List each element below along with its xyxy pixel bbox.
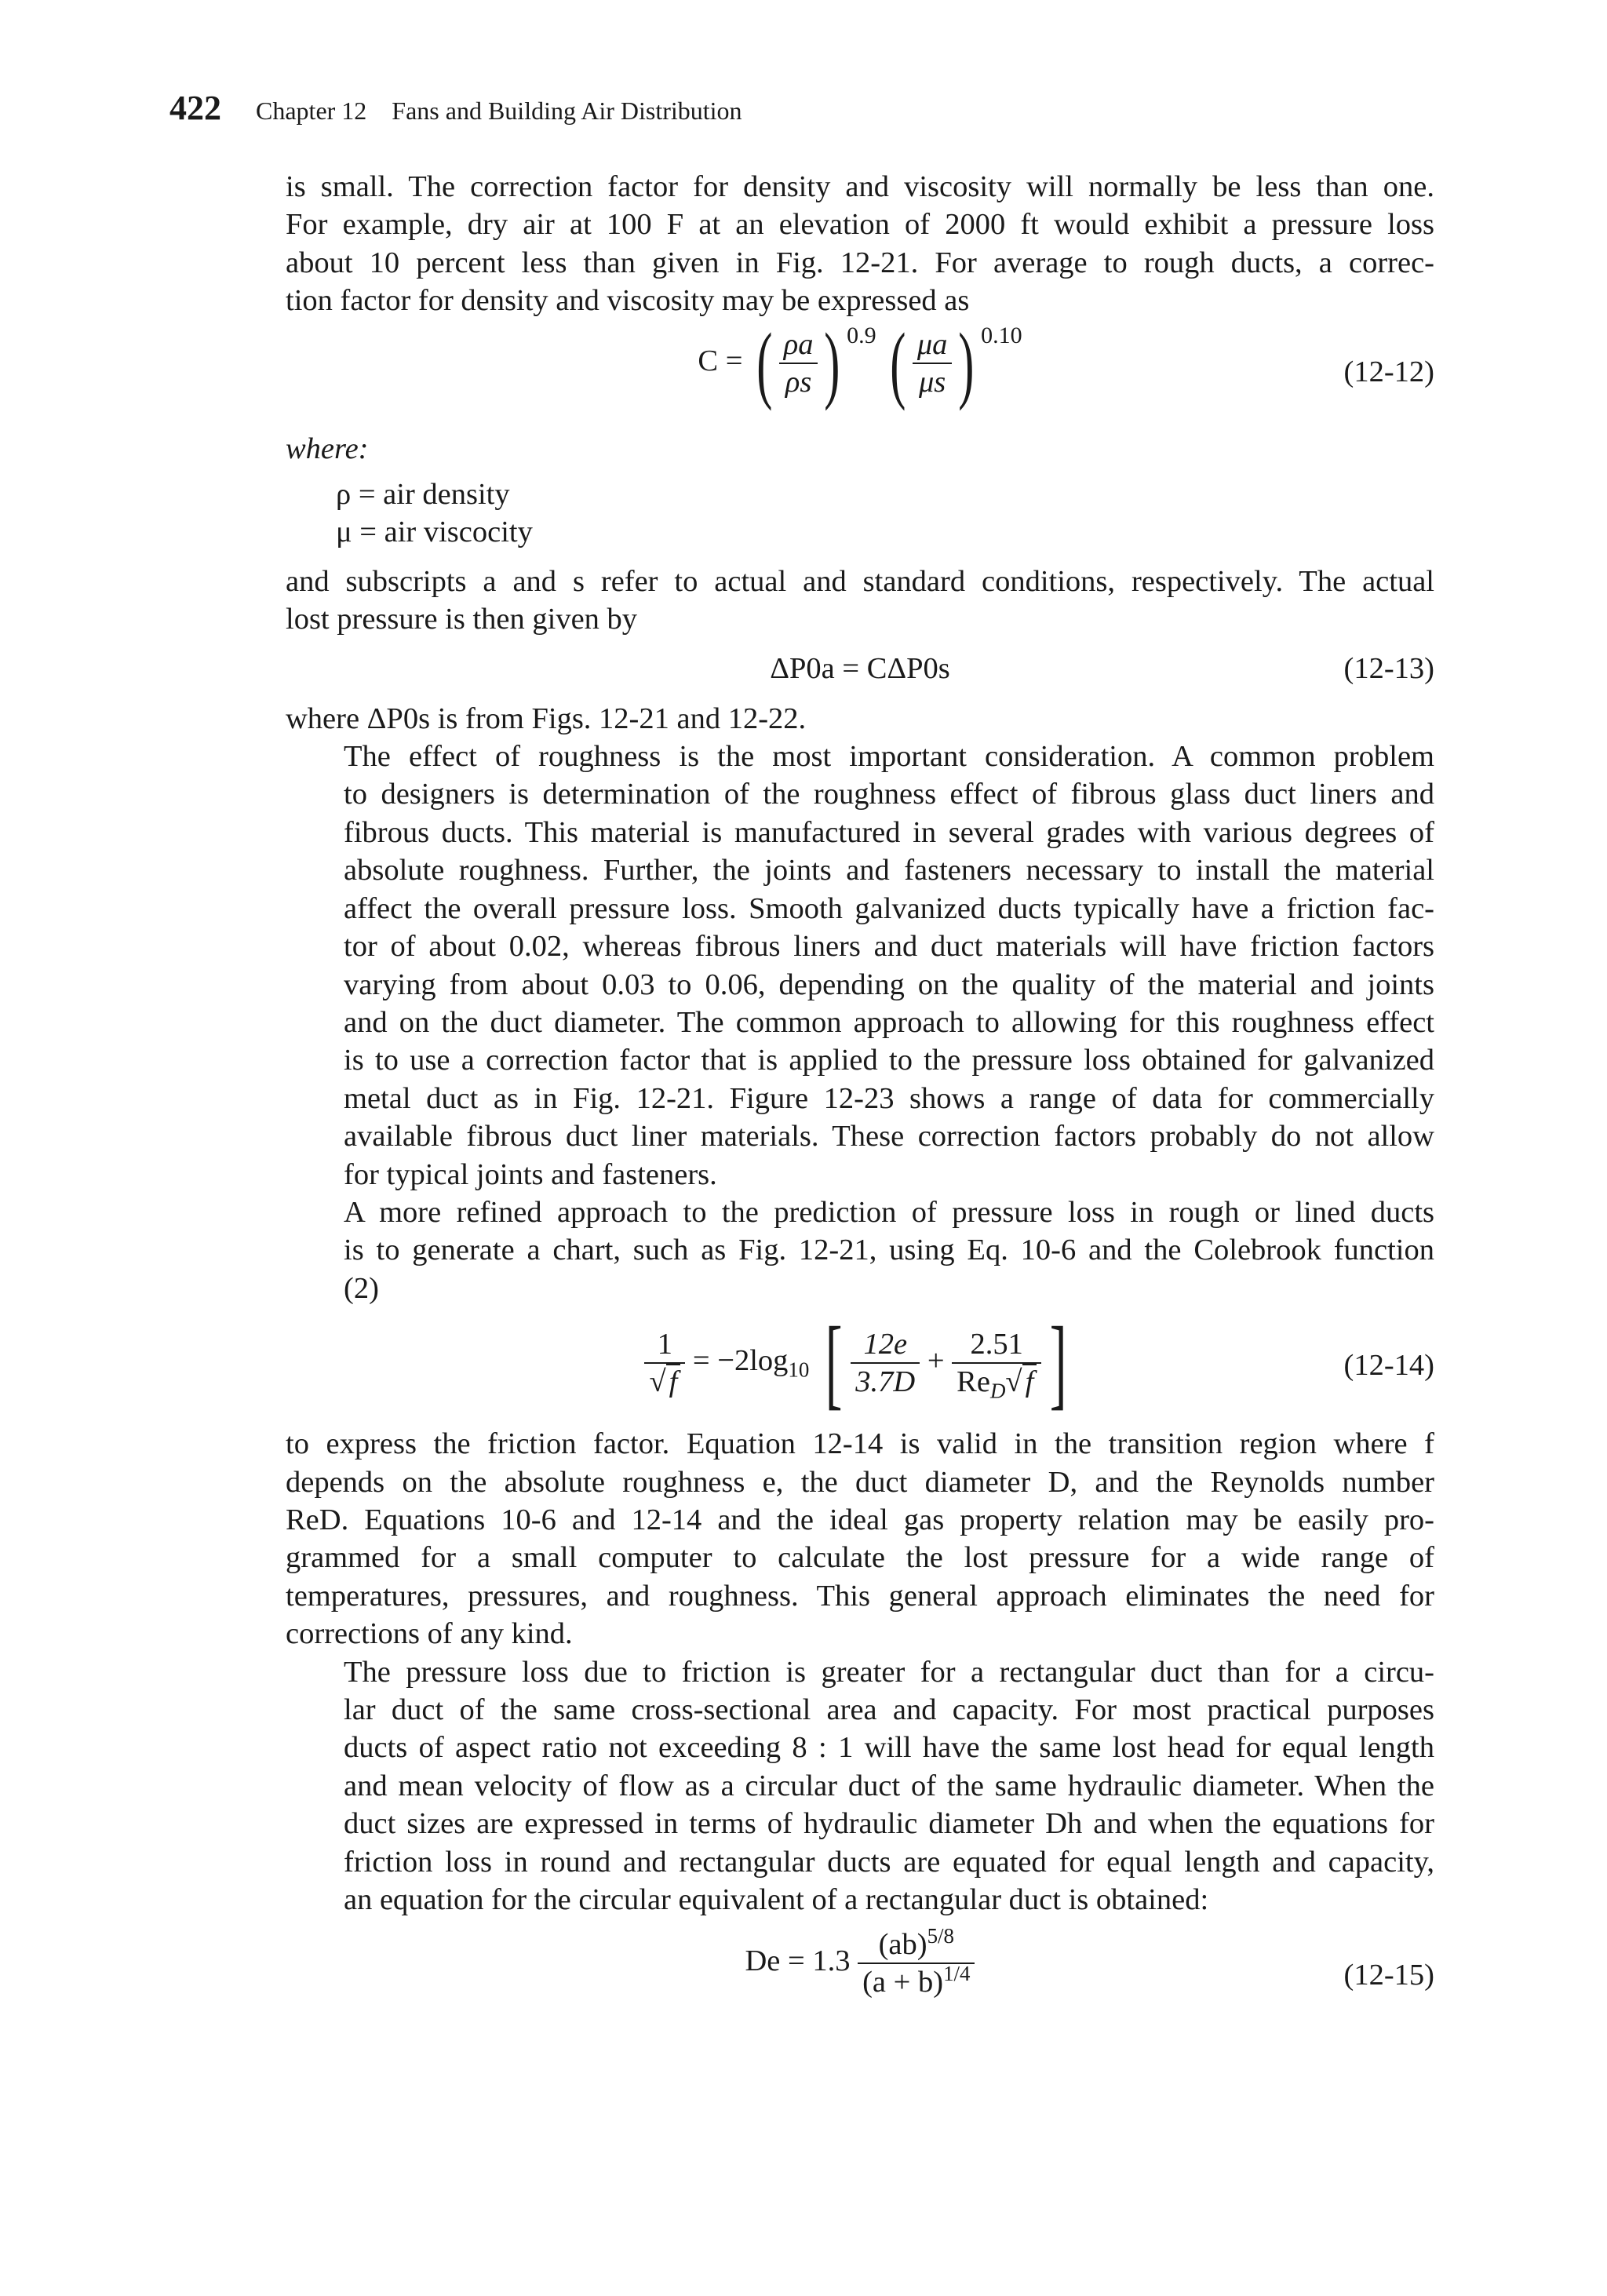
text-line: where ΔP0s is from Figs. 12-21 and 12-22. <box>286 702 807 735</box>
equivalent-diameter-fraction: $\frac{(ab)^{5/8}}{(a + b)^{1/4}}$ <box>858 1926 975 2000</box>
equation-12-14 <box>286 1307 1434 1425</box>
rho-s: ρs <box>785 365 812 399</box>
rho-a: ρa <box>783 327 814 361</box>
text-line: tor of about 0.02, whereas fibrous liners and duct materials will have friction factors <box>344 930 1434 964</box>
log-term: = $-2\log_{10}$ <box>692 1343 810 1382</box>
text-line: depends on the absolute roughness e, the duct diameter D, and the Reynolds number <box>286 1465 1434 1499</box>
chapter-title: Fans and Building Air Distribution <box>392 97 742 125</box>
text-line: varying from about 0.03 to 0.06, depending on the quality of the material and joints <box>344 968 1434 1001</box>
text-line: metal duct as in Fig. 12-21. Figure 12-23 shows a range of data for commercially <box>344 1081 1434 1115</box>
definition-mu: μ = air viscocity <box>336 516 533 549</box>
equation-number: (12-13) <box>1343 651 1434 685</box>
definition-rho: ρ = air density <box>336 478 510 512</box>
viscosity-exponent: 0.10 <box>981 322 1022 348</box>
text-line: lar duct of the same cross-sectional area and capacity. For most practical purposes <box>344 1693 1434 1726</box>
chapter-label: Chapter 12 <box>256 97 367 125</box>
text-line: and on the duct diameter. The common approach to allowing for this roughness effect <box>344 1005 1434 1039</box>
equation-12-13 <box>286 639 1434 700</box>
symbol-definitions <box>336 476 1434 552</box>
mu-s: μs <box>918 365 946 399</box>
paragraph-subscripts <box>286 563 1434 639</box>
text-line: The effect of roughness is the most important consideration. A common problem <box>344 740 1434 774</box>
paragraph-rectangular-duct <box>286 1653 1434 1919</box>
text-line: is to use a correction factor that is applied to the pressure loss obtained for galvanized <box>344 1044 1434 1077</box>
text-line: (2) <box>344 1271 379 1305</box>
text-line: affect the overall pressure loss. Smooth galvanized ducts typically have a friction fac- <box>344 891 1434 925</box>
density-ratio <box>779 326 818 400</box>
text-line: friction loss in round and rectangular ducts are equated for equal length and capacity, <box>344 1845 1434 1879</box>
text-line: duct sizes are expressed in terms of hydraulic diameter Dh and when the equations for <box>344 1807 1434 1841</box>
equation-12-15 <box>286 1919 1434 2036</box>
equation-number: (12-12) <box>1343 355 1434 388</box>
text-line: corrections of any kind. <box>286 1617 573 1651</box>
text-line: tion factor for density and viscosity may be expressed as <box>286 284 970 318</box>
text-line: lost pressure is then given by <box>286 603 638 636</box>
text-line: The pressure loss due to friction is greater for a rectangular duct than for a circu- <box>344 1655 1434 1689</box>
text-line: and mean velocity of flow as a circular duct of the same hydraulic diameter. When the <box>344 1769 1434 1802</box>
page-number: 422 <box>169 89 221 127</box>
equation-formula: C = ( $\frac{\rho a}{\rho s}$ ) 0.9 ( $\frac{\mu a}{\mu s}$ ) 0.10 <box>698 315 1022 411</box>
viscosity-ratio <box>913 326 953 400</box>
paragraph-intro <box>286 168 1434 320</box>
equation-number: (12-15) <box>1343 1959 1434 1992</box>
text-line: is small. The correction factor for density and viscosity will normally be less than one. <box>286 170 1434 203</box>
text-line: is to generate a chart, such as Fig. 12-21, using Eq. 10-6 and the Colebrook function <box>344 1234 1434 1267</box>
density-exponent: 0.9 <box>847 322 876 348</box>
paragraph-where <box>286 700 1434 738</box>
text-line: absolute roughness. Further, the joints and fasteners necessary to install the material <box>344 854 1434 887</box>
reynolds-term: $\frac{2.51}{Re_D√ f}$ <box>952 1326 1041 1400</box>
body-text <box>286 168 1434 2036</box>
equation-formula: $\frac{1}{√ f}$ = $-2\log_{10}$ [ $\frac{12e}{3.7D}$ + $\frac{2.51}{Re_D√ f}$ ] <box>286 1312 1434 1414</box>
text-line: ducts of aspect ratio not exceeding 8 : 1 will have the same lost head for equal length <box>344 1731 1434 1765</box>
text-line: an equation for the circular equivalent of a rectangular duct is obtained: <box>344 1883 1209 1917</box>
text-line: for typical joints and fasteners. <box>344 1157 717 1191</box>
paragraph-roughness <box>286 738 1434 1194</box>
paragraph-refined-approach <box>286 1194 1434 1307</box>
equation-number: (12-14) <box>1343 1349 1434 1383</box>
eq-lhs: C = <box>698 344 743 377</box>
text-line: fibrous ducts. This material is manufactured in several grades with various degrees of <box>344 815 1434 849</box>
text-line: A more refined approach to the prediction of pressure loss in rough or lined ducts <box>344 1195 1434 1229</box>
where-label: where: <box>286 432 369 465</box>
text-line: grammed for a small computer to calculate the lost pressure for a wide range of <box>286 1541 1434 1575</box>
text-line: For example, dry air at 100 F at an elevation of 2000 ft would exhibit a pressure loss <box>286 208 1434 242</box>
text-line: temperatures, pressures, and roughness. This general approach eliminates the need for <box>286 1579 1434 1613</box>
roughness-term: $\frac{12e}{3.7D}$ <box>851 1326 920 1400</box>
paragraph-friction-factor <box>286 1425 1434 1653</box>
text-line: and subscripts a and s refer to actual and standard conditions, respectively. The actual <box>286 564 1434 598</box>
equation-formula: De = 1.3 $\frac{(ab)^{5/8}}{(a + b)^{1/4}}$ <box>286 1926 1434 2000</box>
text-line: about 10 percent less than given in Fig. 12-21. For average to rough ducts, a correc- <box>286 246 1434 279</box>
text-line: to designers is determination of the roughness effect of fibrous glass duct liners and <box>344 778 1434 811</box>
text-line: to express the friction factor. Equation 12-14 is valid in the transition region where f <box>286 1427 1434 1461</box>
equation-formula: ΔP0a = CΔP0s <box>770 651 950 685</box>
equation-12-12 <box>286 315 1434 430</box>
mu-a: μa <box>916 327 948 361</box>
text-line: available fibrous duct liner materials. These correction factors probably do not allow <box>344 1120 1434 1153</box>
running-head <box>169 88 742 135</box>
lhs-fraction: $\frac{1}{√ f}$ <box>644 1326 685 1400</box>
text-line: ReD. Equations 10-6 and 12-14 and the ideal gas property relation may be easily pro- <box>286 1503 1434 1536</box>
